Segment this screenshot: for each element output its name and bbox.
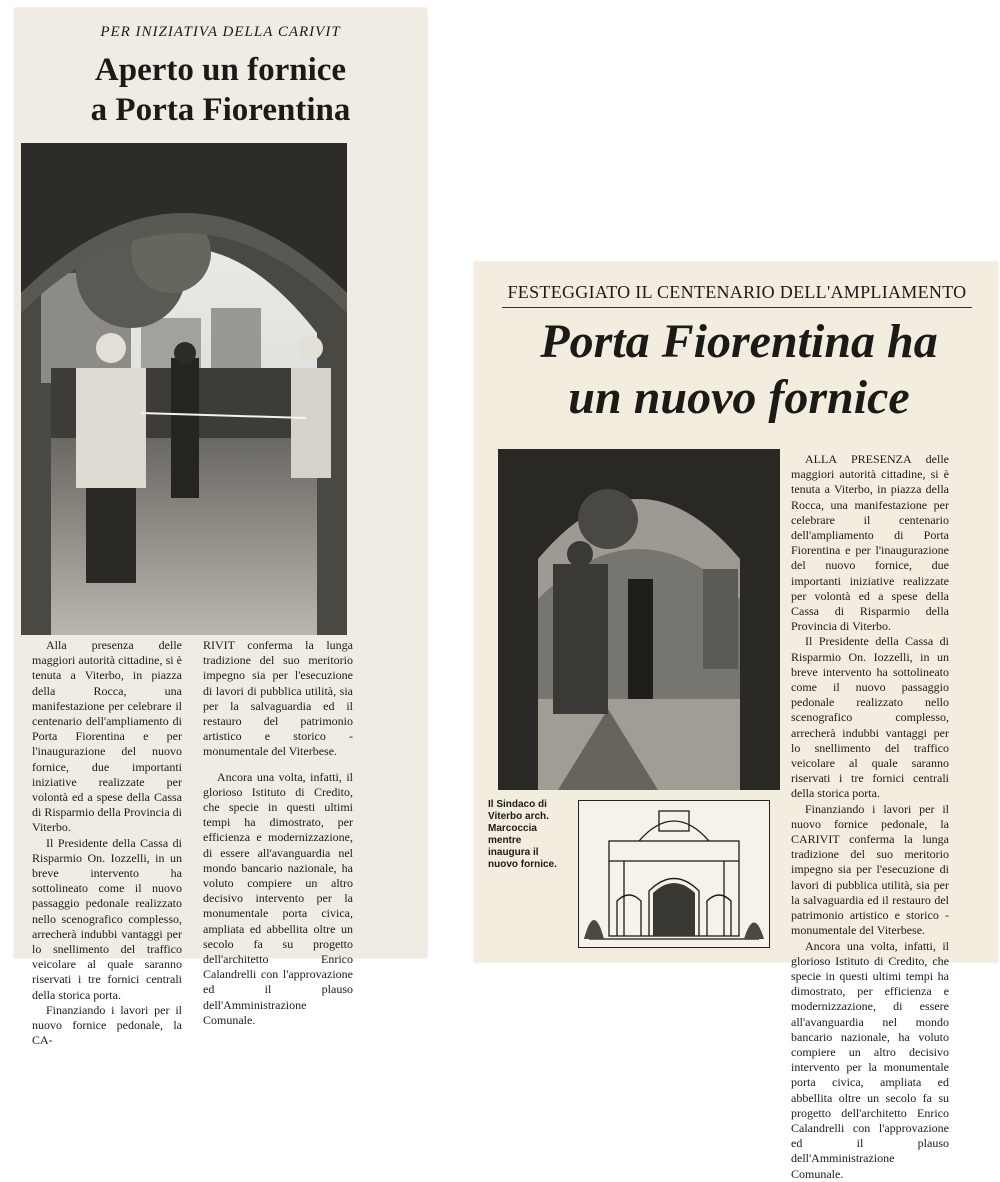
right-headline-line2: un nuovo fornice (568, 371, 910, 424)
left-column-1 (32, 638, 182, 1048)
left-col1-p2: Il Presidente della Cassa di Risparmio On. Iozzelli, in un breve intervento ha sottolineato come il nuovo passaggio pedonale realizzato nello scenografico complesso, arrecherà indubbi vantaggi per lo snellimento del traffico veicolare al quale saranno riservati i tre fornici centrali della storica porta. (32, 835, 182, 1002)
left-headline-line1: Aperto un fornice (94, 52, 347, 88)
photo-caption: Il Sindaco di Viterbo arch. Marcoccia mentre inaugura il nuovo fornice. (488, 799, 557, 870)
left-headline-line2: a Porta Fiorentina (90, 92, 351, 128)
gate-sketch-drawing (579, 801, 769, 947)
right-photo (498, 449, 780, 790)
right-clipping (474, 262, 998, 1181)
left-col1-p1: Alla presenza delle maggiori autorità cittadine, si è tenuta a Viterbo, in piazza della Rocca, una manifestazione per celebrare il centenario dell'ampliamento di Porta Fiorentina e per l'inaugurazione del nuovo fornice, due importanti iniziative realizzate per volontà ed a spese della Cassa di Risparmio della Provincia di Viterbo. (32, 638, 182, 835)
left-column-2 (203, 638, 353, 1028)
right-col-p4: Ancora una volta, infatti, il glorioso Istituto di Credito, che specie in questi ultimi tempi ha dimostrato, per efficienza e modernizzazione, di essere all'avanguardia nel mondo bancario nazionale, ha voluto compiere un altro decisivo intervento per la monumentale porta civica, ampliata ed abbellita oltre un secolo fa su progetto dell'architetto Enrico Calandrelli con l'approvazione ed il plauso dell'Amministrazione Comunale. (791, 938, 949, 1181)
gate-sketch (578, 800, 770, 948)
left-photo (21, 143, 347, 635)
left-clipping (14, 8, 427, 1048)
right-photo-image (498, 449, 780, 790)
left-photo-image (21, 143, 347, 635)
right-headline (494, 314, 984, 426)
right-col-p3: Finanziando i lavori per il nuovo fornice pedonale, la CARIVIT conferma la lunga tradizione del suo meritorio impegno sia per l'esecuzione di lavori di pubblica utilità, sia per la salvaguardia ed il restauro del patrimonio artistico e storico - monumentale del Viterbese. (791, 801, 949, 938)
left-col2-p1: RIVIT conferma la lunga tradizione del suo meritorio impegno sia per l'esecuzione di lavori di pubblica utilità, sia per la salvaguardia ed il restauro del patrimonio artistico e storico -monumentale del Viterbese. (203, 638, 353, 759)
right-kicker: FESTEGGIATO IL CENTENARIO DELL'AMPLIAMENTO (502, 282, 972, 308)
left-kicker: PER INIZIATIVA DELLA CARIVIT (100, 24, 341, 40)
right-col-p1: ALLA PRESENZA delle maggiori autorità cittadine, si è tenuta a Viterbo, in piazza della Rocca, una manifestazione per celebrare il centenario dell'ampliamento di Porta Fiorentina e per l'inaugurazione del nuovo fornice, due importanti iniziative realizzate per volontà ed a spese della Cassa di Risparmio della Provincia di Viterbo. (791, 452, 949, 634)
left-col1-p3: Finanziando i lavori per il nuovo fornice pedonale, la CA- (32, 1002, 182, 1048)
right-headline-line1: Porta Fiorentina ha (540, 315, 938, 368)
right-col-p2: Il Presidente della Cassa di Risparmio On. Iozzelli, in un breve intervento ha sottolineato come il nuovo passaggio pedonale realizzato nello scenografico complesso, arrecherà indubbi vantaggi per lo snellimento del traffico veicolare al quale saranno riservati i tre fornici centrali della storica porta. (791, 634, 949, 801)
left-col2-p2: Ancora una volta, infatti, il glorioso Istituto di Credito, che specie in questi ultimi tempi ha dimostrato, per efficienza e modernizzazione, di essere all'avanguardia nel mondo bancario nazionale, ha voluto compiere un altro decisivo intervento per la monumentale porta civica, ampliata ed abbellita oltre un secolo fa su progetto dell'architetto Enrico Calandrelli con l'approvazione ed il plauso dell'Amministrazione Comunale. (203, 769, 353, 1027)
left-headline (14, 50, 427, 130)
right-column (791, 452, 949, 1182)
